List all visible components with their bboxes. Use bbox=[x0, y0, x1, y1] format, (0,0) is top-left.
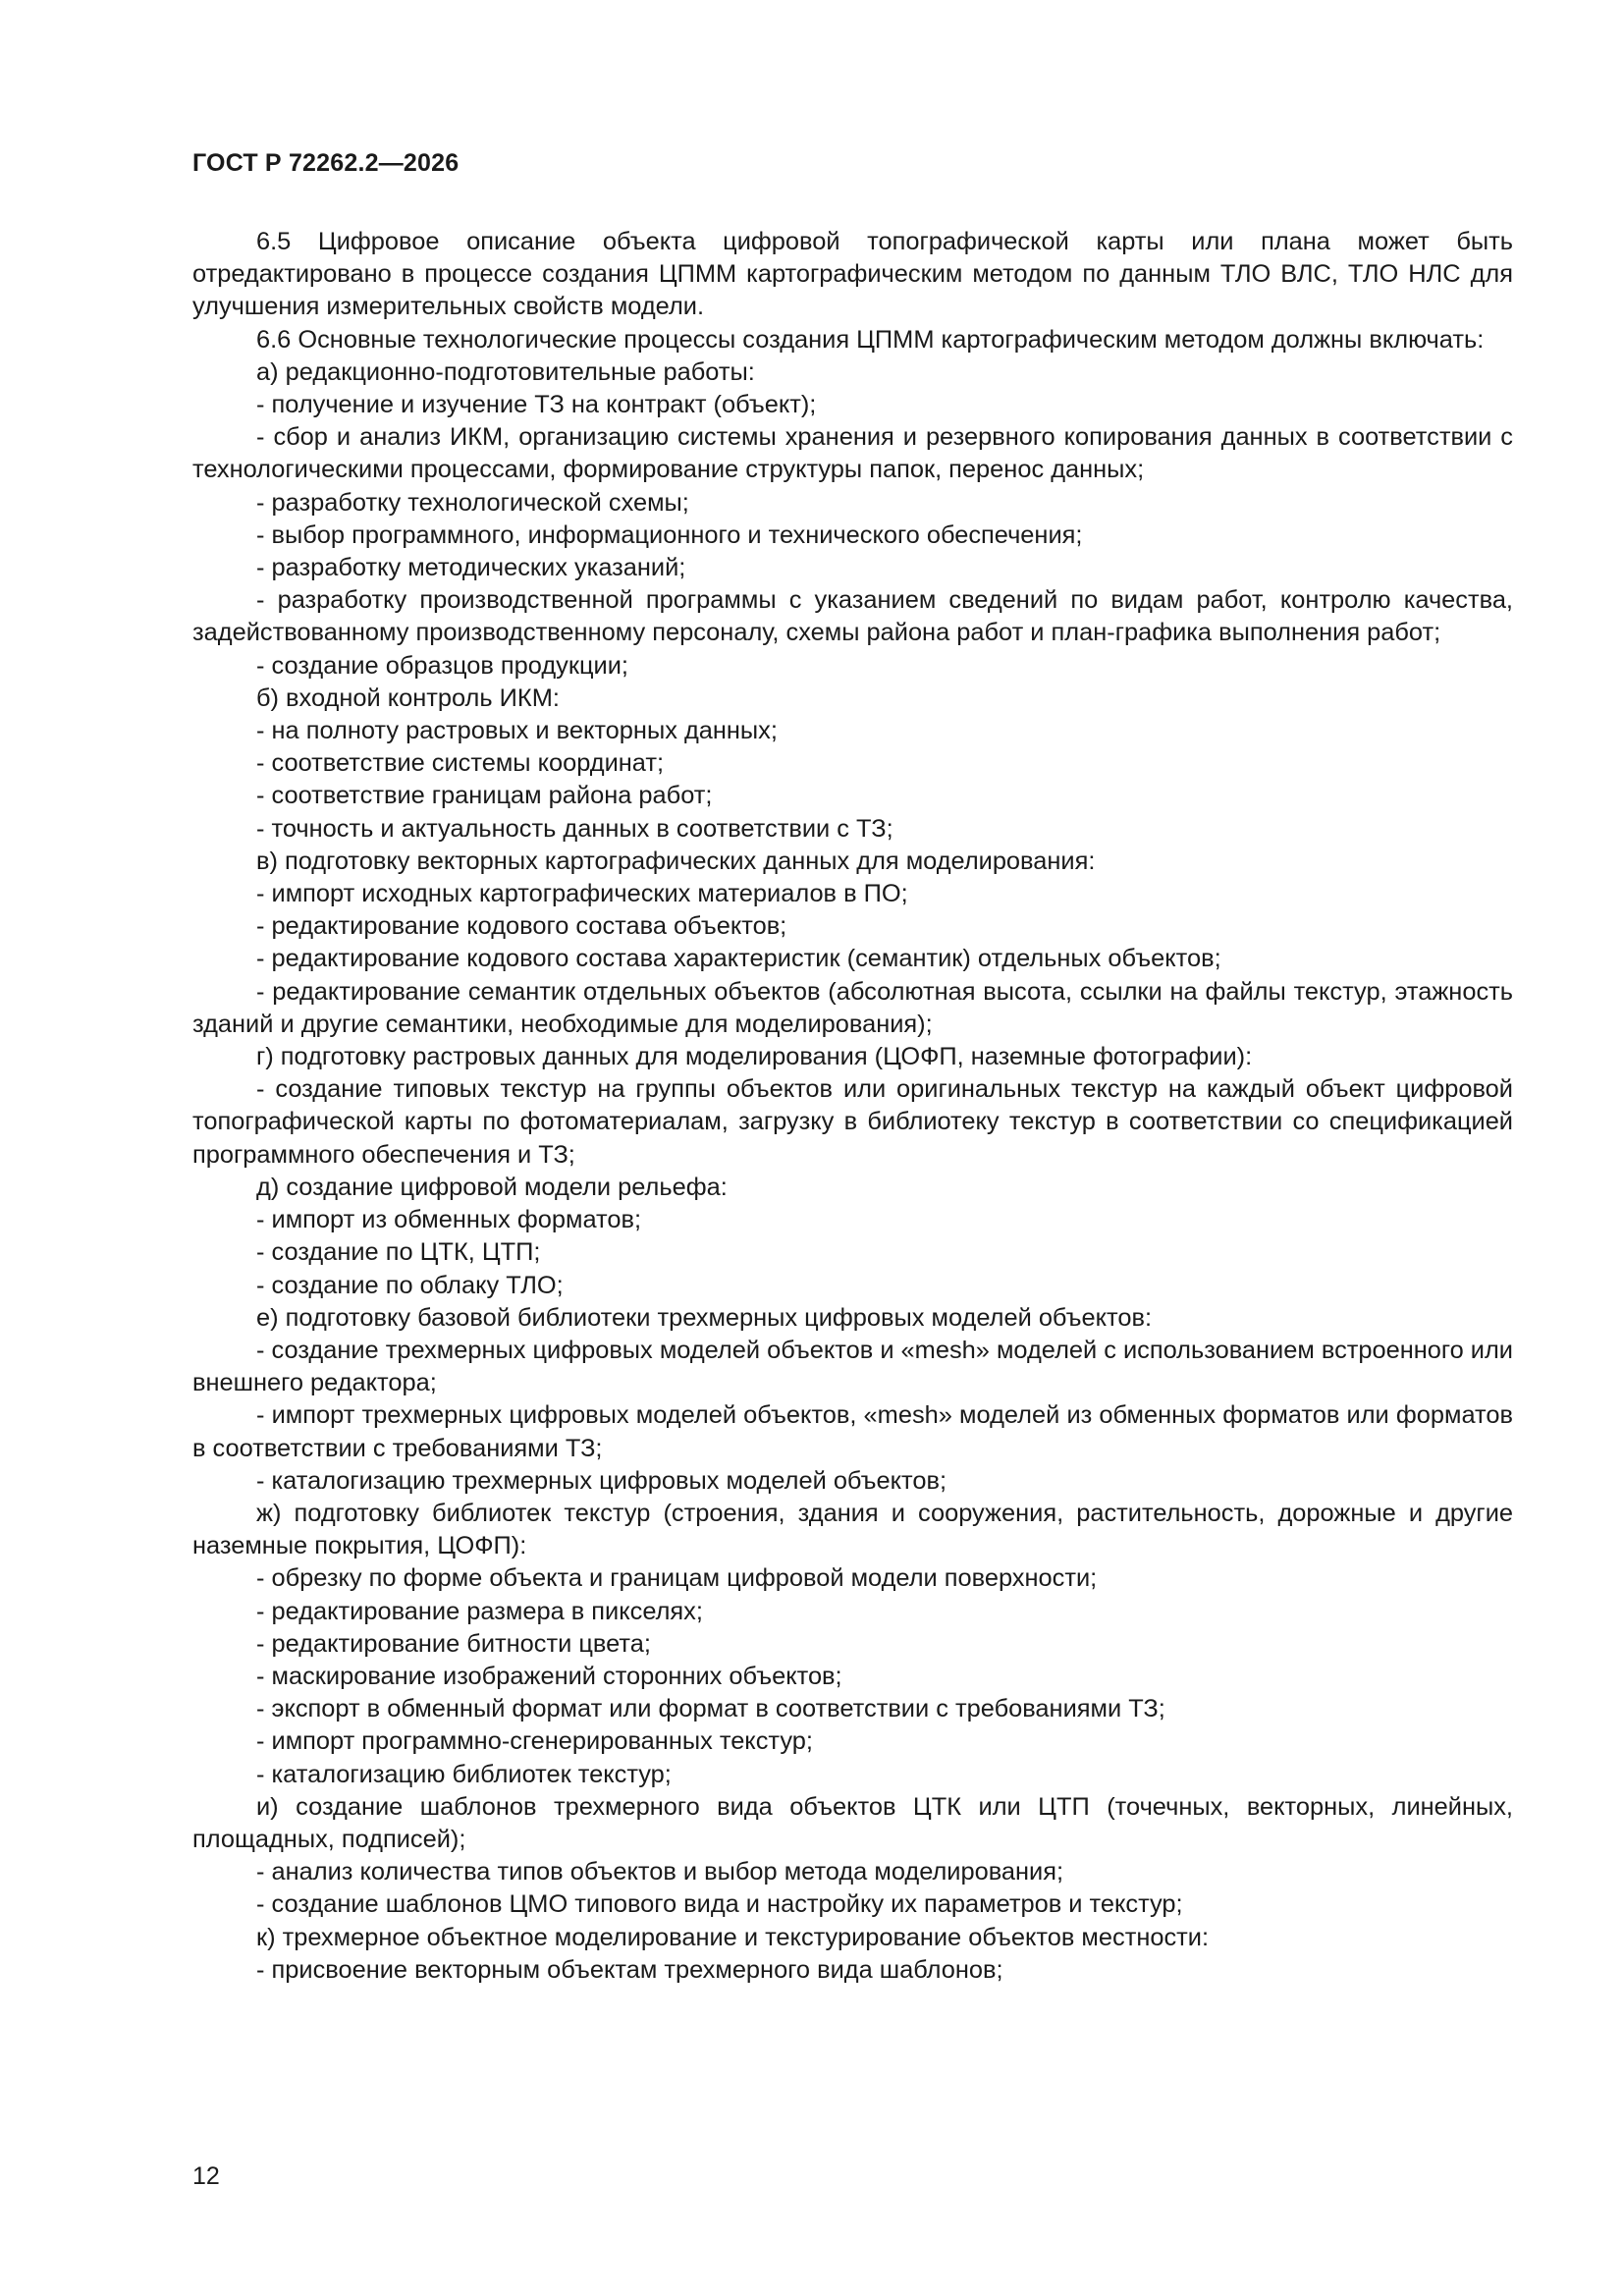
list-item: - сбор и анализ ИКМ, организацию системы хранения и резервного копирования данных в соответствии с технологическими процессами, формирование структуры папок, перенос данных; bbox=[192, 423, 1513, 484]
list-item: - разработку технологической схемы; bbox=[256, 488, 689, 517]
list-item: - создание образцов продукции; bbox=[256, 651, 628, 680]
list-item: - создание по ЦТК, ЦТП; bbox=[256, 1238, 541, 1267]
list-item: - соответствие границам района работ; bbox=[256, 782, 713, 810]
list-item: - каталогизацию трехмерных цифровых моделей объектов; bbox=[256, 1466, 947, 1495]
list-heading: к) трехмерное объектное моделирование и текстурирование объектов местности: bbox=[256, 1923, 1210, 1951]
list-item: - редактирование кодового состава характеристик (семантик) отдельных объектов; bbox=[256, 945, 1221, 973]
list-heading: г) подготовку растровых данных для моделирования (ЦОФП, наземные фотографии): bbox=[256, 1043, 1253, 1071]
list-item: - присвоение векторным объектам трехмерного вида шаблонов; bbox=[256, 1955, 1003, 1984]
page-number: 12 bbox=[192, 2162, 220, 2190]
list-item: - анализ количества типов объектов и выбор метода моделирования; bbox=[256, 1858, 1064, 1886]
list-heading: е) подготовку базовой библиотеки трехмерных цифровых моделей объектов: bbox=[256, 1303, 1153, 1332]
list-item: - редактирование битности цвета; bbox=[256, 1629, 651, 1658]
paragraph: 6.5 Цифровое описание объекта цифровой топографической карты или плана может быть отредактировано в процессе создания ЦПММ картографическим методом по данным ТЛО ВЛС, ТЛО НЛС для улучшения измерительных свойств модели. bbox=[192, 228, 1513, 321]
list-item: - создание по облаку ТЛО; bbox=[256, 1271, 564, 1299]
list-item: - создание типовых текстур на группы объектов или оригинальных текстур на каждый объект цифровой топографической карты по фотоматериалам, загрузку в библиотеку текстур в соответствии со спецификацией программного обеспечения и ТЗ; bbox=[192, 1075, 1513, 1169]
list-item: - точность и актуальность данных в соответствии с ТЗ; bbox=[256, 814, 893, 843]
list-heading: и) создание шаблонов трехмерного вида объектов ЦТК или ЦТП (точечных, векторных, линейных, площадных, подписей); bbox=[192, 1792, 1513, 1853]
list-item: - соответствие системы координат; bbox=[256, 749, 665, 778]
list-item: - редактирование кодового состава объектов; bbox=[256, 912, 787, 941]
list-heading: д) создание цифровой модели рельефа: bbox=[256, 1173, 728, 1201]
list-item: - маскирование изображений сторонних объектов; bbox=[256, 1662, 842, 1690]
list-item: - импорт исходных картографических материалов в ПО; bbox=[256, 880, 908, 908]
document-body bbox=[192, 226, 1513, 1987]
list-item: - импорт программно-сгенерированных текстур; bbox=[256, 1727, 813, 1756]
list-item: - редактирование размера в пикселях; bbox=[256, 1597, 703, 1625]
list-heading: б) входной контроль ИКМ: bbox=[256, 683, 560, 712]
list-item: - получение и изучение ТЗ на контракт (объект); bbox=[256, 391, 817, 419]
list-item: - разработку производственной программы с указанием сведений по видам работ, контролю качества, задействованному производственному персоналу, схемы района работ и план-графика выполнения работ; bbox=[192, 586, 1513, 647]
document-header: ГОСТ Р 72262.2—2026 bbox=[192, 149, 460, 177]
list-heading: ж) подготовку библиотек текстур (строения, здания и сооружения, растительность, дорожные и другие наземные покрытия, ЦОФП): bbox=[192, 1499, 1513, 1560]
list-item: - на полноту растровых и векторных данных; bbox=[256, 717, 778, 745]
list-item: - экспорт в обменный формат или формат в соответствии с требованиями ТЗ; bbox=[256, 1695, 1165, 1723]
paragraph: 6.6 Основные технологические процессы создания ЦПММ картографическим методом должны включать: bbox=[256, 325, 1485, 354]
list-item: - каталогизацию библиотек текстур; bbox=[256, 1760, 672, 1788]
list-heading: а) редакционно-подготовительные работы: bbox=[256, 357, 755, 386]
list-item: - импорт трехмерных цифровых моделей объектов, «mesh» моделей из обменных форматов или форматов в соответствии с требованиями ТЗ; bbox=[192, 1401, 1513, 1462]
list-item: - разработку методических указаний; bbox=[256, 554, 686, 582]
list-item: - создание шаблонов ЦМО типового вида и настройку их параметров и текстур; bbox=[256, 1890, 1183, 1919]
list-item: - редактирование семантик отдельных объектов (абсолютная высота, ссылки на файлы текстур, этажность зданий и другие семантики, необходимые для моделирования); bbox=[192, 977, 1513, 1038]
list-item: - обрезку по форме объекта и границам цифровой модели поверхности; bbox=[256, 1564, 1098, 1593]
list-item: - выбор программного, информационного и технического обеспечения; bbox=[256, 520, 1083, 549]
list-heading: в) подготовку векторных картографических данных для моделирования: bbox=[256, 847, 1096, 875]
list-item: - импорт из обменных форматов; bbox=[256, 1206, 642, 1234]
list-item: - создание трехмерных цифровых моделей объектов и «mesh» моделей с использованием встроенного или внешнего редактора; bbox=[192, 1336, 1513, 1397]
